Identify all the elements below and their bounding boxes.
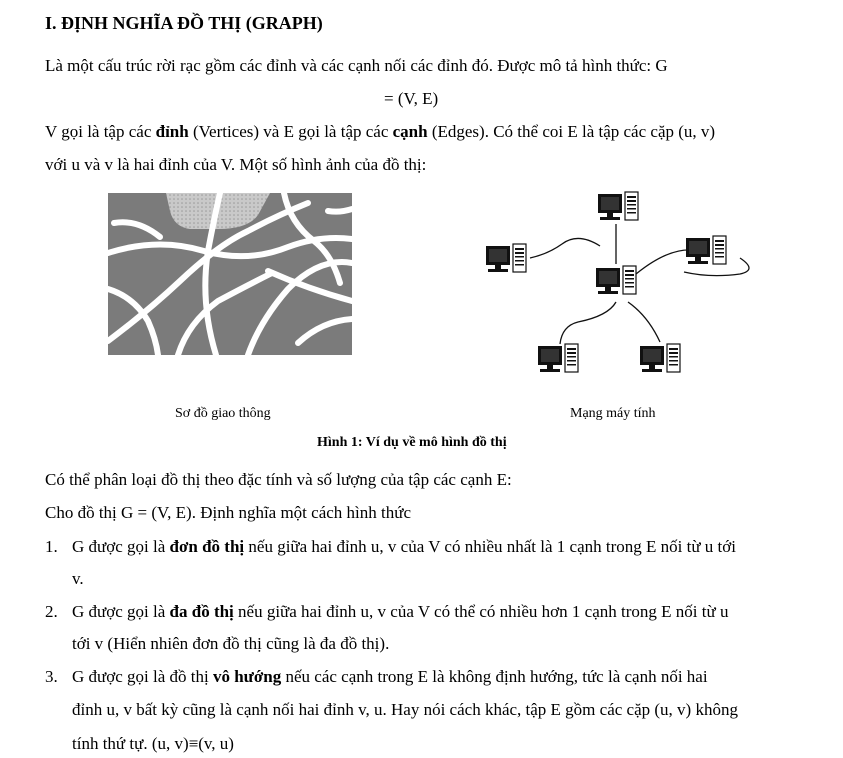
traffic-map-image xyxy=(108,193,352,355)
list-number-1: 1. xyxy=(45,537,58,556)
computer-center-icon xyxy=(596,266,636,294)
classify-line-2: Cho đồ thị G = (V, E). Định nghĩa một cách hình thức xyxy=(45,503,411,522)
computer-right-icon xyxy=(686,236,726,264)
figure-title: Hình 1: Ví dụ về mô hình đồ thị xyxy=(317,435,507,450)
term-undirected: vô hướng xyxy=(212,667,282,686)
list-item-3-line-2: đỉnh u, v bất kỳ cũng là cạnh nối hai đỉnh v, u. Hay nói cách khác, tập E gồm các cặp (u, v) không xyxy=(72,700,738,719)
term-edges: cạnh xyxy=(392,122,428,141)
term-vertices: đỉnh xyxy=(155,122,189,141)
term-multigraph: đa đồ thị xyxy=(169,602,234,621)
list-item-3-line-1: G được gọi là đồ thị vô hướng nếu các cạnh trong E là không định hướng, tức là cạnh nối hai xyxy=(72,667,708,686)
intro-line-2: = (V, E) xyxy=(384,89,439,108)
list-item-1-line-2: v. xyxy=(72,569,84,588)
section-heading: I. ĐỊNH NGHĨA ĐỒ THỊ (GRAPH) xyxy=(45,13,323,33)
term-simple-graph: đơn đồ thị xyxy=(169,537,245,556)
caption-traffic: Sơ đồ giao thông xyxy=(175,406,271,421)
list-item-2-line-1: G được gọi là đa đồ thị nếu giữa hai đỉnh u, v của V có thể có nhiều hơn 1 cạnh trong E nối từ u xyxy=(72,602,729,621)
computer-bottom-left-icon xyxy=(538,344,578,372)
computer-bottom-right-icon xyxy=(640,344,680,372)
caption-network: Mạng máy tính xyxy=(570,406,656,421)
computer-top-icon xyxy=(598,192,638,220)
list-item-3-line-3: tính thứ tự. (u, v)≡(v, u) xyxy=(72,734,234,753)
definition-line-1: V gọi là tập các đỉnh (Vertices) và E gọi là tập các cạnh (Edges). Có thể coi E là tập các cặp (u, v) xyxy=(45,122,716,141)
list-item-2-line-2: tới v (Hiển nhiên đơn đồ thị cũng là đa đồ thị). xyxy=(72,634,390,653)
list-item-1-line-1: G được gọi là đơn đồ thị nếu giữa hai đỉnh u, v của V có nhiều nhất là 1 cạnh trong E nối từ u tới xyxy=(72,537,736,556)
definition-line-2: với u và v là hai đỉnh của V. Một số hình ảnh của đồ thị: xyxy=(45,155,427,174)
list-number-2: 2. xyxy=(45,602,58,621)
list-number-3: 3. xyxy=(45,667,58,686)
classify-line-1: Có thể phân loại đồ thị theo đặc tính và số lượng của tập các cạnh E: xyxy=(45,470,512,489)
computer-left-icon xyxy=(486,244,526,272)
intro-line-1: Là một cấu trúc rời rạc gồm các đỉnh và các cạnh nối các đỉnh đó. Được mô tả hình thức: G xyxy=(45,56,668,75)
computer-network-image xyxy=(478,186,768,382)
